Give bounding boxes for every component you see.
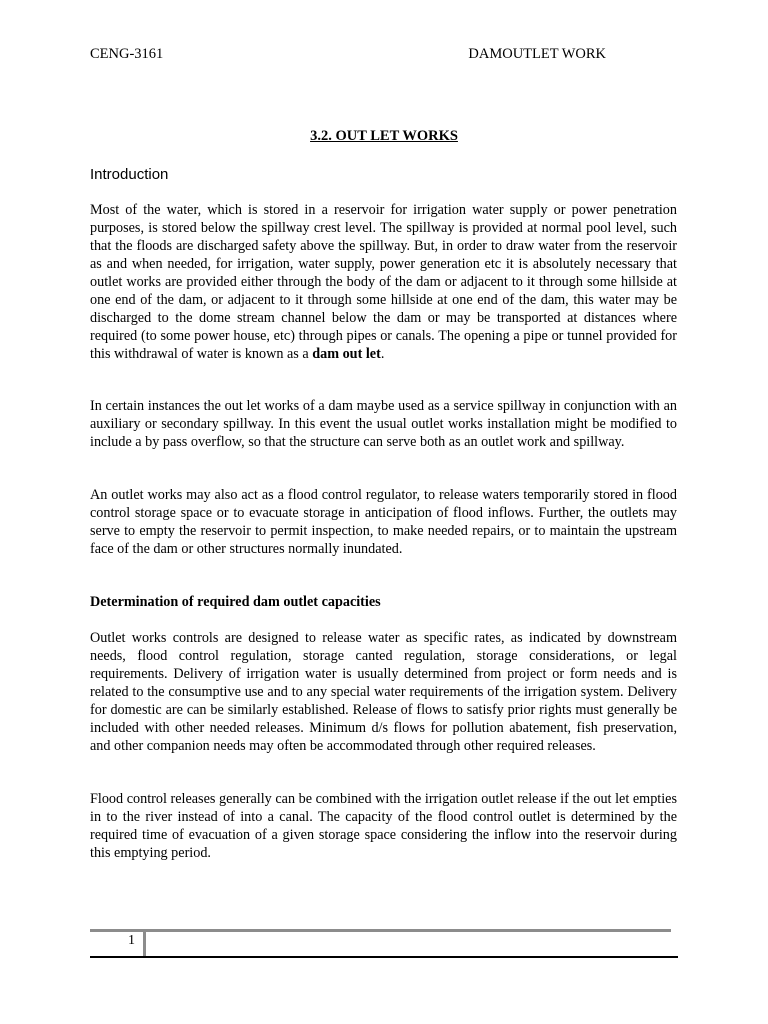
paragraph-1-end: . — [380, 346, 385, 362]
page-number: 1 — [128, 933, 135, 948]
paragraph-2 — [90, 397, 677, 451]
paragraph-2-text: In certain instances the out let works of a dam maybe used as a service spillway in conjunction with an auxiliary or secondary spillway. In this event the usual outlet works installation might be modified to include a by pass overflow, so that the structure can serve both as an outlet work and spillway. — [90, 398, 677, 450]
dam-outlet-term: dam out let — [312, 346, 381, 362]
paragraph-1-text: Most of the water, which is stored in a reservoir for irrigation water supply or power penetration purposes, is stored below the spillway crest level. The spillway is provided at normal pool level, such that the floods are discharged safety above the spillway. But, in order to draw water from the reservoir as and when needed, for irrigation, water supply, power generation etc it is absolutely necessary that outlet works are provided either through the body of the dam or adjacent to it through some hillside at one end of the dam, or adjacent to it through some hillside at one end of the dam, this water may be discharged to the dome stream channel below the dam or may be transported at distances where required (to some power house, etc) through pipes or canals. The opening a pipe or tunnel provided for this withdrawal of water is known as a — [90, 202, 677, 362]
paragraph-3 — [90, 486, 677, 558]
page-header — [90, 46, 606, 66]
section-title — [0, 128, 768, 145]
footer-bottom-rule — [90, 956, 678, 958]
paragraph-5-text: Flood control releases generally can be combined with the irrigation outlet release if the out let empties in to the river instead of into a canal. The capacity of the flood control outlet is determined by the required time of evacuation of a given storage space considering the inflow into the reservoir during this emptying period. — [90, 791, 677, 861]
course-code: CENG-3161 — [90, 46, 164, 62]
header-topic: DAMOUTLET WORK — [468, 46, 606, 62]
section-title-text: 3.2. OUT LET WORKS — [310, 128, 458, 144]
paragraph-5 — [90, 790, 677, 862]
footer-top-rule — [90, 929, 671, 932]
subheading-outlet-capacities: Determination of required dam outlet capacities — [90, 594, 381, 610]
paragraph-4 — [90, 629, 677, 755]
paragraph-1 — [90, 201, 677, 363]
footer-divider — [143, 932, 146, 956]
intro-heading: Introduction — [90, 166, 169, 183]
paragraph-4-text: Outlet works controls are designed to release water as specific rates, as indicated by downstream needs, flood control regulation, storage canted regulation, storage considerations, or legal requirements. Delivery of irrigation water is usually determined from project or form needs and is related to the consumptive use and to any special water requirements of the irrigation system. Delivery for domestic are can be similarly established. Release of flows to satisfy prior rights must generally be included with other needed releases. Minimum d/s flows for pollution abatement, fish preservation, and other companion needs may often be accommodated through other required releases. — [90, 630, 677, 754]
paragraph-3-text: An outlet works may also act as a flood control regulator, to release waters temporarily stored in flood control storage space or to evacuate storage in anticipation of flood inflows. Further, the outlets may serve to empty the reservoir to permit inspection, to make needed repairs, or to maintain the upstream face of the dam or other structures normally inundated. — [90, 487, 677, 557]
